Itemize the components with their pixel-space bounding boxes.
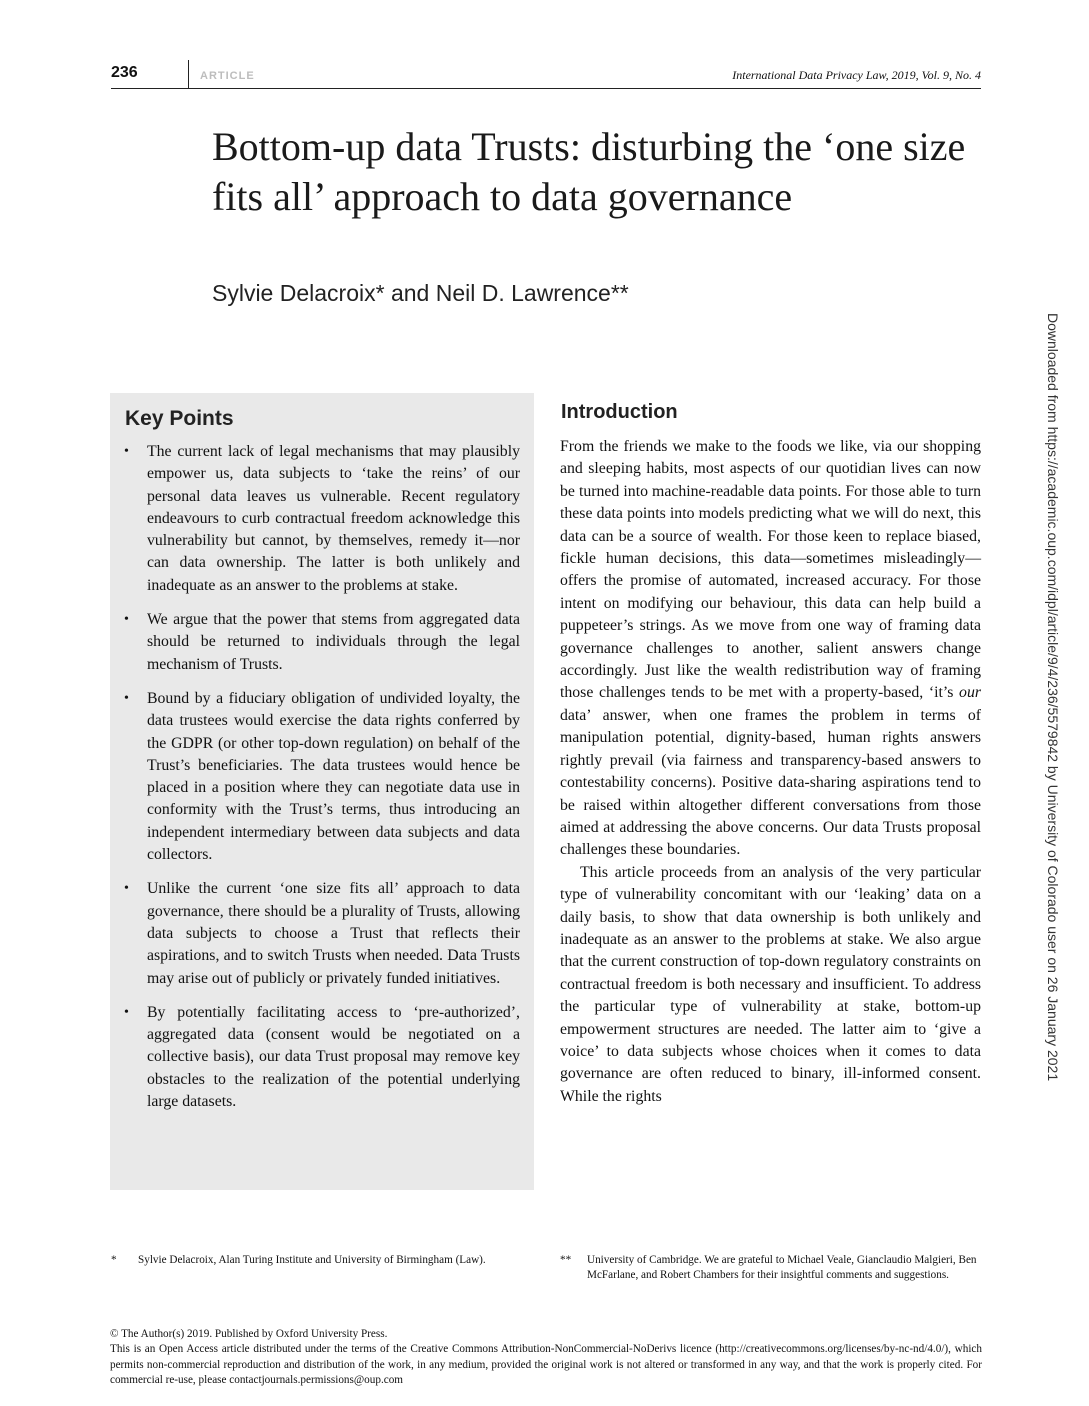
key-point-item: • By potentially facilitating access to ‘pre-authorized’, aggregated data (consent would be negotiated on a collective basis), our data Trust proposal may remove key obstacles to the realization of the potential underlying large datasets. [124, 1003, 520, 1111]
key-point-item: • The current lack of legal mechanisms that may plausibly empower us, data subjects to ‘take the reins’ of our personal data leaves us vulnerable. Recent regulatory endeavours to curb contractual freedom acknowledge this vulnerability but cannot, by themselves, remedy it—nor can data ownership. The latter is both unlikely and inadequate as an answer to the problems at stake. [124, 443, 520, 594]
key-point-item: • We argue that the power that stems from aggregated data should be returned to individuals through the legal mechanism of Trusts. [124, 611, 520, 673]
bullet-icon: • [124, 881, 129, 897]
bullet-icon: • [124, 1004, 129, 1020]
footnote [111, 1253, 521, 1268]
footnote-mark: ** [560, 1254, 572, 1266]
download-watermark: Downloaded from https://academic.oup.com/idpl/article/9/4/236/5579842 by University of Colorado user on 26 January 2021 [1045, 313, 1061, 1082]
bullet-icon: • [124, 690, 129, 706]
key-points-heading: Key Points [125, 407, 234, 430]
license-text: This is an Open Access article distributed under the terms of the Creative Commons Attribution-NonCommercial-NoDerivs licence (http://creativecommons.org/licenses/by-nc-nd/4.0/), which permits non-commercial reproduction and distribution of the work, in any medium, provided the original work is not altered or transformed in any way, and that the work is properly cited. For commercial re-use, please contactjournals.permissions@oup.com [110, 1343, 982, 1387]
bullet-icon: • [124, 444, 129, 459]
key-point-item: • Unlike the current ‘one size fits all’ approach to data governance, there should be a plurality of Trusts, allowing data subjects to choose a Trust that reflects their aspirations, and to switch Trusts when needed. Data Trusts may arise out of publicly or privately funded initiatives. [124, 880, 520, 987]
header-rule [111, 88, 981, 89]
footnote-text: Sylvie Delacroix, Alan Turing Institute and University of Birmingham (Law). [138, 1254, 486, 1266]
key-point-item: • Bound by a fiduciary obligation of undivided loyalty, the data trustees would exercise the data rights conferred by the GDPR (or other top-down regulation) on behalf of the Trust’s beneficiaries. The data trustees would hence be placed in a position where they can negotiate data use in conformity with the Trust’s terms, thus introducing an independent intermediary between data subjects and data collectors. [124, 689, 520, 864]
section-label: ARTICLE [200, 70, 255, 82]
intro-paragraph: From the friends we make to the foods we like, via our shopping and sleeping habits, most aspects of our quotidian lives can now be turned into machine-readable data points. For those able to turn these data points into models predicting what we will do next, this data can be a source of wealth. For those keen to replace biased, fickle human decisions, this data—sometimes misleadingly—offers the promise of automated, increased accuracy. For those intent on modifying our behaviour, this data can help build a puppeteer’s strings. As we move from one way of framing data governance challenges to another, salient answers change accordingly. Just like the wealth redistribution way of framing those challenges tends to be met with a property-based, ‘it’s our data’ answer, when one frames the problem in terms of manipulation potential, dignity-based, human rights answers rightly prevail (via fairness and transparency-based answers to contestability concerns). Positive data-sharing aspirations tend to be raised within altogether different conversations from those aimed at addressing the above concerns. Our data Trusts proposal challenges these boundaries. [560, 438, 981, 859]
footnote-mark: * [111, 1254, 117, 1266]
copyright-line: © The Author(s) 2019. Published by Oxford University Press. [110, 1328, 388, 1340]
key-points-list [124, 441, 520, 1125]
article-authors: Sylvie Delacroix* and Neil D. Lawrence** [212, 280, 629, 306]
page-number: 236 [111, 64, 138, 81]
footnote [560, 1253, 981, 1283]
introduction-heading: Introduction [561, 401, 678, 423]
article-title: Bottom-up data Trusts: disturbing the ‘one size fits all’ approach to data governance [212, 124, 966, 219]
header-divider [188, 60, 189, 88]
introduction-body [560, 436, 981, 1108]
bullet-icon: • [124, 612, 129, 628]
intro-paragraph: This article proceeds from an analysis of the very particular type of vulnerability concomitant with our ‘leaking’ data on a daily basis, to show that data ownership is both unlikely and inadequate as an answer to the problems at stake. We also argue that the current construction of top-down regulatory constraints on contractual freedom is both necessary and insufficient. To address the particular type of vulnerability at stake, bottom-up empowerment structures are needed. The latter aim to ‘give a voice’ to data subjects whose choices when it comes to data governance are often reduced to binary, ill-informed consent. While the rights [560, 863, 981, 1105]
copyright-notice [110, 1327, 982, 1389]
footnote-text: University of Cambridge. We are grateful to Michael Veale, Gianclaudio Malgieri, Ben McFarlane, and Robert Chambers for their insightful comments and suggestions. [587, 1254, 977, 1281]
journal-reference: International Data Privacy Law, 2019, Vol. 9, No. 4 [732, 68, 981, 82]
